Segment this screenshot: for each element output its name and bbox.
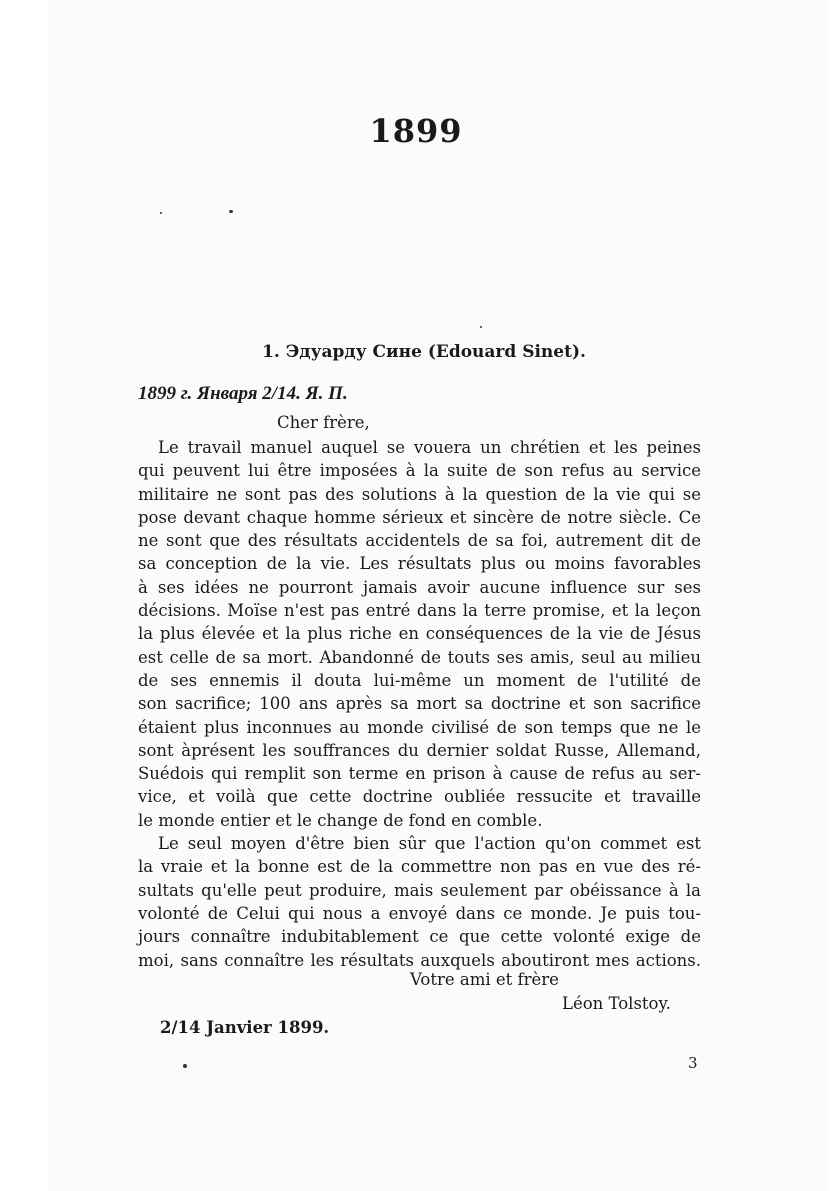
body-line: moi, sans connaître les résultats auxquels aboutiront mes actions. — [138, 950, 701, 970]
signature: Léon Tolstoy. — [562, 994, 671, 1013]
body-line: la vraie et la bonne est de la commettre non pas en vue des ré- — [138, 857, 701, 877]
letter-date-line: 1899 г. Января 2/14. Я. П. — [138, 383, 348, 404]
body-line: le monde entier et le change de fond en comble. — [138, 810, 543, 830]
body-line: ne sont que des résultats accidentels de sa foi, autrement dit de — [138, 531, 701, 551]
salutation: Cher frère, — [277, 413, 370, 432]
body-line: vice, et voilà que cette doctrine oubliée ressucite et travaille — [138, 787, 701, 807]
scan-speck — [160, 212, 162, 214]
closing-phrase: Votre ami et frère — [410, 970, 559, 989]
body-line: sa conception de la vie. Les résultats plus ou moins favorables — [138, 554, 701, 574]
body-line: sont àprésent les souffrances du dernier soldat Russe, Allemand, — [138, 740, 701, 760]
body-line: militaire ne sont pas des solutions à la question de la vie qui se — [138, 484, 701, 504]
body-line: Suédois qui remplit son terme en prison à cause de refus au ser- — [138, 764, 701, 784]
letter-title: 1. Эдуарду Сине (Edouard Sinet). — [262, 342, 586, 362]
body-line: à ses idées ne pourront jamais avoir aucune influence sur ses — [138, 577, 701, 597]
year-heading: 1899 — [369, 112, 463, 150]
body-line: la plus élevée et la plus riche en conséquences de la vie de Jésus — [138, 624, 701, 644]
body-line: son sacrifice; 100 ans après sa mort sa doctrine et son sacrifice — [138, 694, 701, 714]
body-line: qui peuvent lui être imposées à la suite de son refus au service — [138, 461, 701, 481]
body-line: pose devant chaque homme sérieux et sincère de notre siècle. Ce — [138, 507, 701, 527]
letter-body — [138, 436, 701, 972]
body-line: de ses ennemis il douta lui-même un moment de l'utilité de — [138, 670, 701, 690]
body-line: Le seul moyen d'être bien sûr que l'action qu'on commet est — [158, 834, 701, 854]
body-line: sultats qu'elle peut produire, mais seulement par obéissance à la — [138, 880, 701, 900]
body-line: volonté de Celui qui nous a envoyé dans ce monde. Je puis tou- — [138, 903, 701, 923]
scan-speck — [183, 1064, 187, 1068]
footer-date: 2/14 Janvier 1899. — [160, 1018, 330, 1037]
body-line: décisions. Moïse n'est pas entré dans la terre promise, et la leçon — [138, 601, 701, 621]
body-line: est celle de sa mort. Abandonné de touts ses amis, seul au milieu — [138, 647, 701, 667]
scan-speck — [480, 326, 482, 328]
body-line: Le travail manuel auquel se vouera un chrétien et les peines — [158, 438, 701, 457]
body-line: jours connaître indubitablement ce que cette volonté exige de — [138, 927, 701, 947]
page-number: 3 — [688, 1054, 698, 1072]
body-line: étaient plus inconnues au monde civilisé de son temps que ne le — [138, 717, 701, 737]
scan-speck — [229, 210, 233, 213]
